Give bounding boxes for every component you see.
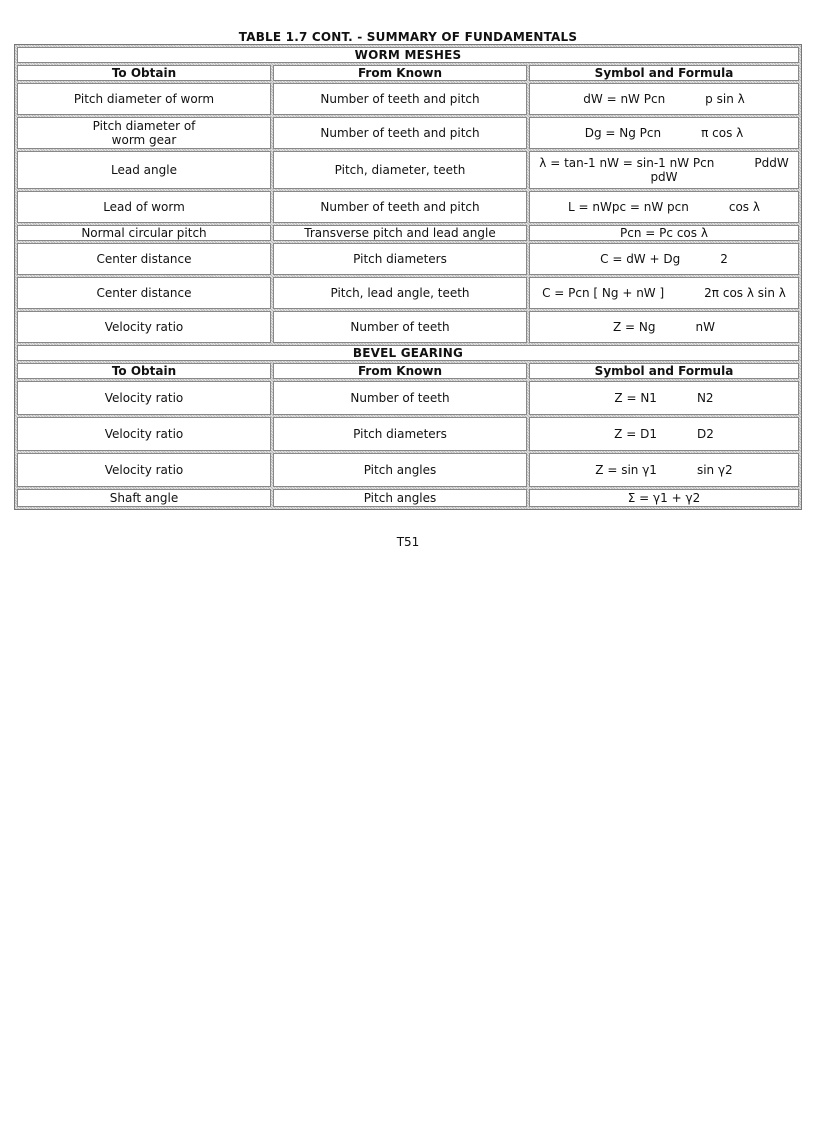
formula-cell — [529, 417, 799, 451]
formula-line-2: sin γ2 — [696, 463, 733, 477]
obtain-cell: Velocity ratio — [17, 381, 271, 415]
column-header: To Obtain — [17, 363, 271, 379]
obtain-cell: Lead of worm — [17, 191, 271, 223]
formula-line-1: C = Pcn [ Ng + nW ] — [542, 286, 665, 300]
known-cell: Number of teeth — [273, 311, 527, 343]
formula-cell — [529, 381, 799, 415]
known-cell: Pitch angles — [273, 489, 527, 507]
known-cell: Number of teeth — [273, 381, 527, 415]
formula-line-2: π cos λ — [701, 126, 744, 140]
formula-line-2: nW — [695, 320, 715, 334]
known-cell: Pitch, diameter, teeth — [273, 151, 527, 189]
formula-line-1: Z = N1 — [614, 391, 657, 405]
obtain-cell: Lead angle — [17, 151, 271, 189]
formula-line-1: Σ = γ1 + γ2 — [627, 491, 701, 505]
formula-line-1: Z = D1 — [614, 427, 657, 441]
formula-line-2: cos λ — [728, 200, 760, 214]
section-heading: WORM MESHES — [17, 47, 799, 63]
obtain-cell: Velocity ratio — [17, 417, 271, 451]
formula-line-1: C = dW + Dg — [600, 252, 681, 266]
formula-line-1: dW = nW Pcn — [583, 92, 666, 106]
obtain-cell: Normal circular pitch — [17, 225, 271, 241]
formula-line-1: Z = Ng — [613, 320, 656, 334]
formula-line-2: N2 — [696, 391, 714, 405]
formula-cell — [529, 117, 799, 149]
table-title: TABLE 1.7 CONT. - SUMMARY OF FUNDAMENTALS — [238, 30, 578, 44]
known-cell: Pitch diameters — [273, 243, 527, 275]
column-header: Symbol and Formula — [529, 65, 799, 81]
formula-cell — [529, 311, 799, 343]
formula-line-1: L = nWpc = nW pcn — [568, 200, 689, 214]
obtain-cell: Velocity ratio — [17, 311, 271, 343]
formula-line-2: 2 — [720, 252, 728, 266]
known-cell: Pitch, lead angle, teeth — [273, 277, 527, 309]
obtain-cell: Velocity ratio — [17, 453, 271, 487]
column-header: To Obtain — [17, 65, 271, 81]
fundamentals-table — [14, 44, 802, 510]
known-cell: Pitch angles — [273, 453, 527, 487]
known-cell: Pitch diameters — [273, 417, 527, 451]
section-heading: BEVEL GEARING — [17, 345, 799, 361]
obtain-cell — [17, 117, 271, 149]
known-cell: Transverse pitch and lead angle — [273, 225, 527, 241]
column-header: Symbol and Formula — [529, 363, 799, 379]
formula-cell — [529, 453, 799, 487]
obtain-cell: Center distance — [17, 243, 271, 275]
formula-line-2: 2π cos λ sin λ — [704, 286, 786, 300]
formula-cell — [529, 489, 799, 507]
formula-cell — [529, 151, 799, 189]
formula-cell — [529, 191, 799, 223]
obtain-text: Pitch diameter of worm gear — [92, 119, 196, 147]
formula-line-2: D2 — [696, 427, 714, 441]
formula-cell — [529, 243, 799, 275]
obtain-cell: Pitch diameter of worm — [17, 83, 271, 115]
formula-line-2: p sin λ — [705, 92, 745, 106]
formula-line-2: PddW pdW — [650, 156, 789, 184]
formula-line-1: Pcn = Pc cos λ — [620, 226, 708, 240]
obtain-cell: Center distance — [17, 277, 271, 309]
formula-cell — [529, 83, 799, 115]
known-cell: Number of teeth and pitch — [273, 83, 527, 115]
formula-cell — [529, 277, 799, 309]
column-header: From Known — [273, 65, 527, 81]
column-header: From Known — [273, 363, 527, 379]
page-number: T51 — [396, 535, 420, 549]
formula-cell — [529, 225, 799, 241]
formula-line-1: λ = tan-1 nW = sin-1 nW Pcn — [539, 156, 715, 170]
formula-line-1: Dg = Ng Pcn — [584, 126, 662, 140]
known-cell: Number of teeth and pitch — [273, 117, 527, 149]
formula-line-1: Z = sin γ1 — [595, 463, 657, 477]
obtain-cell: Shaft angle — [17, 489, 271, 507]
known-cell: Number of teeth and pitch — [273, 191, 527, 223]
